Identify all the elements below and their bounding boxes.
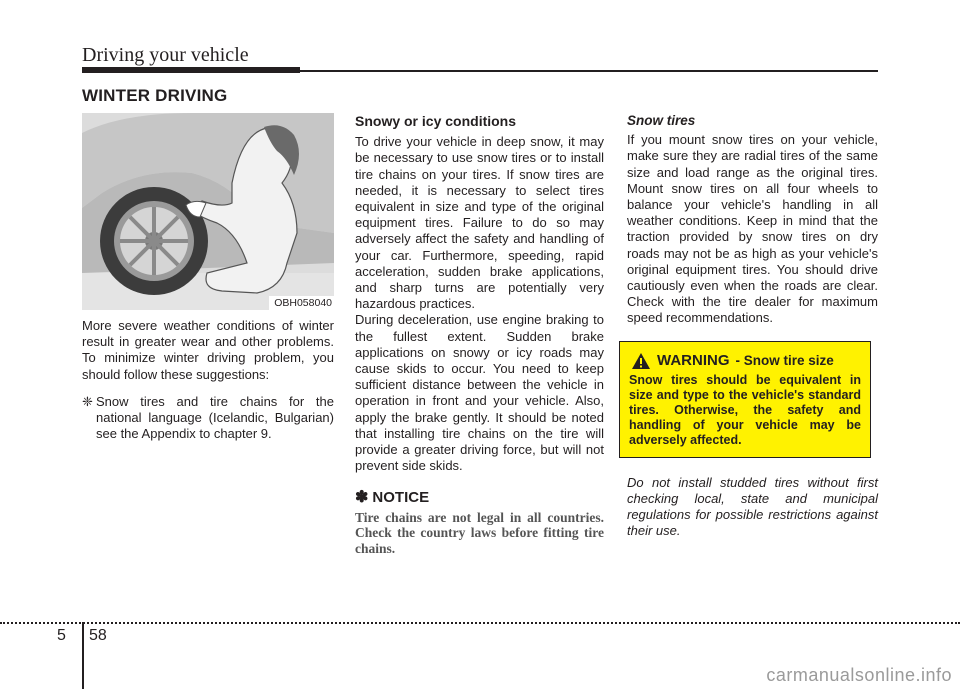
footer-dotted-rule [0, 622, 960, 624]
studded-tires-note: Do not install studded tires without first checking local, state and municipal regulations for possible restrictions against their use. [627, 474, 878, 539]
warning-box [619, 341, 871, 458]
middle-column [355, 113, 604, 556]
notice-text: Tire chains are not legal in all countries. Check the country laws before fitting tire chains. [355, 509, 604, 556]
chapter-number: 5 [57, 627, 66, 644]
snow-tires-paragraph: If you mount snow tires on your vehicle, make sure they are radial tires of the same size and load range as the original tires. Mount snow tires on all four wheels to balance your vehicle's handling in all weather conditions. Keep in mind that the traction provided by snow tires on dry roads may not be as high as your vehicle's original equipment tires. You should drive cautiously even when the roads are clear. Check with the tire dealer for maximum speed recommendations. [627, 132, 878, 326]
page-number: 58 [89, 627, 107, 644]
snowy-icy-paragraph-1: To drive your vehicle in deep snow, it may be necessary to use snow tires or to install tire chains on your tires. If snow tires are needed, it is necessary to select tires equivalent in size and type of the original equipment tires. Failure to do so may adversely affect the safety and handling of your car. Furthermore, speeding, rapid acceleration, sudden brake applications, and sharp turns are potentially very hazardous practices. [355, 134, 604, 312]
header-rule-thin [300, 70, 878, 72]
appendix-note [82, 394, 334, 443]
notice-title: NOTICE [372, 489, 430, 507]
warning-text: Snow tires should be equivalent in size and type to the vehicle's standard tires. Otherwise, the safety and handling of your vehicle may be adversely affected. [629, 372, 861, 448]
snowy-icy-heading: Snowy or icy conditions [355, 113, 517, 129]
illustration-svg [82, 113, 334, 310]
tire-maintenance-illustration [82, 113, 334, 310]
warning-triangle-icon [631, 352, 651, 370]
watermark: carmanualsonline.info [766, 665, 952, 685]
section-title: WINTER DRIVING [82, 86, 228, 105]
right-column [627, 113, 878, 539]
snowy-icy-paragraph-2: During deceleration, use engine braking to the fullest extent. Sudden brake applications on snowy or icy roads may cause skids to occur. You need to keep sufficient distance between the vehicle in operation in front and your vehicle. Also, apply the brake gently. It should be noted that installing tire chains on the tire will provide a greater driving force, but will not prevent side skids. [355, 312, 604, 474]
intro-paragraph: More severe weather conditions of winter result in greater wear and other problems. To minimize winter driving problem, you should follow these suggestions: [82, 318, 334, 382]
notice-heading [355, 490, 604, 506]
image-caption: OBH058040 [269, 296, 334, 310]
note-mark-icon: ❈ [82, 393, 93, 409]
header-title: Driving your vehicle [82, 44, 249, 66]
snow-tires-heading: Snow tires [627, 113, 696, 128]
warning-subtitle: - Snow tire size [735, 352, 834, 368]
appendix-note-text: Snow tires and tire chains for the national language (Icelandic, Bulgarian) see the Appendix to chapter 9. [96, 393, 334, 442]
warning-header [629, 352, 861, 370]
notice-mark-icon: ✽ [355, 489, 369, 507]
header-rule-thick [82, 67, 300, 73]
warning-label: WARNING [657, 351, 730, 369]
footer-vertical-rule [82, 622, 84, 689]
left-column [82, 318, 334, 442]
